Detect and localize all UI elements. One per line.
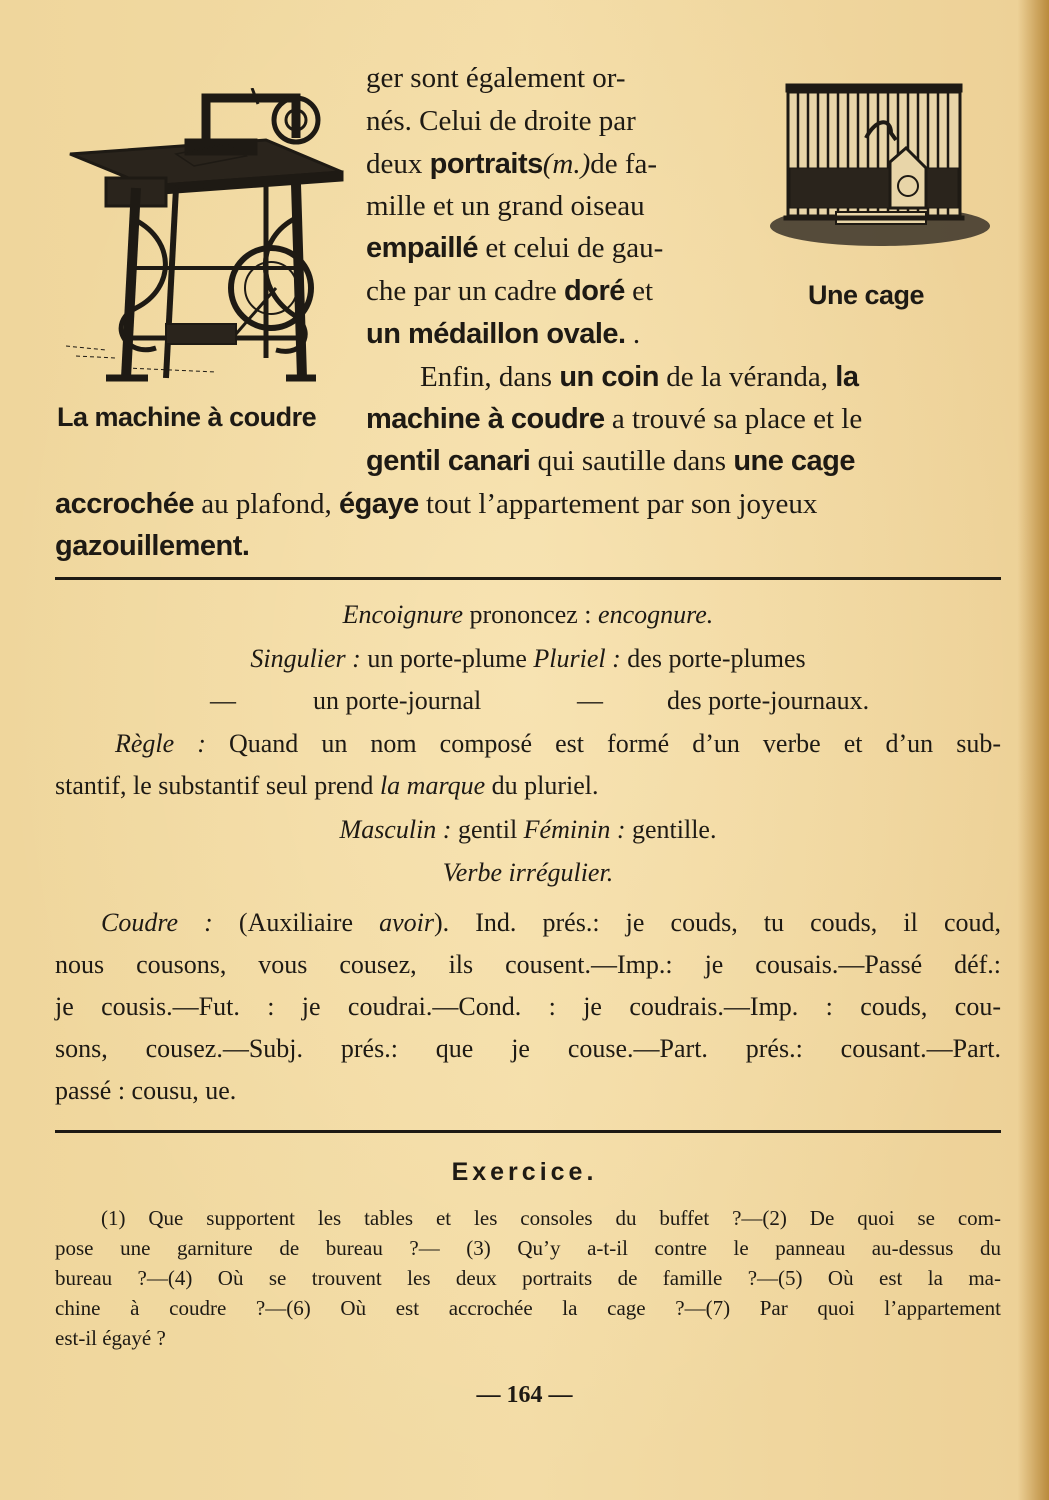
body-line: deux portraits(m.)de fa- — [366, 148, 658, 180]
body-line: un médaillon ovale. . — [366, 318, 641, 350]
body-line: Enfin, dans un coin de la véranda, la — [420, 361, 859, 393]
sewing-machine-illustration — [66, 88, 348, 390]
exercise-line: pose une garniture de bureau ?— (3) Qu’y a-t-il contre le panneau au-dessus du — [55, 1236, 1001, 1260]
page: La machine à coudre Une cage ger sont également or- nés. Celui de droite par deux portraits(m.)de fa- mille et un grand oiseau empaillé et celui de gau- che par un cadre doré et un médaillon ovale. . Enfin, dans un coin de la véranda, la machine à coudre a trouvé sa place et le gentil canari qui sautille dans une cage accrochée au plafond, égaye tout l’appartement par son joyeux gazouillement. Encoignure prononcez : encognure. Singulier : un porte-plume Pluriel : des porte-plumes — un porte-journal — des porte-journaux. Règle : Quand un nom composé est formé d’un verbe et d’un sub- stantif, le substantif seul prend la marque du pluriel. Masculin : gentil Féminin : gentille. Verbe irrégulier. Coudre : (Auxiliaire avoir). Ind. prés.: je couds, tu couds, il coud, nous cousons, vous cousez, ils cousent.—Imp.: je cousais.—Passé déf.: je cousis.—Fut. : je coudrai.—Cond. : je coudrais.—Imp. : couds, cou- sons, cousez.—Subj. prés.: que je couse.—Part. prés.: cousant.—Part. passé : cousu, ue. Exercice. (1) Que supportent les tables et les consoles du buffet ?—(2) De quoi se com- pose une garniture de bureau ?— (3) Qu’y a-t-il contre le panneau au-dessus du bureau ?—(4) Où se trouvent les deux portraits de famille ?—(5) Où est la ma- chine à coudre ?—(6) Où est accrochée la cage ?—(7) Par quoi l’appartement est-il égayé ? — 164 — — [0, 0, 1049, 1500]
page-number: — 164 — — [476, 1382, 573, 1408]
exercise-line: (1) Que supportent les tables et les consoles du buffet ?—(2) De quoi se com- — [101, 1206, 1001, 1230]
body-line: che par un cadre doré et — [366, 275, 654, 307]
body-line: accrochée au plafond, égaye tout l’appartement par son joyeux — [55, 488, 818, 520]
note-rule: Règle : Quand un nom composé est formé d’un verbe et d’un sub- — [115, 729, 1001, 758]
body-line: machine à coudre a trouvé sa place et le — [366, 403, 863, 435]
note-conjugation: passé : cousu, ue. — [55, 1076, 237, 1105]
exercise-line: chine à coudre ?—(6) Où est accrochée la cage ?—(7) Par quoi l’appartement — [55, 1296, 1001, 1320]
body-line: empaillé et celui de gau- — [366, 232, 664, 264]
exercise-line: est-il égayé ? — [55, 1326, 166, 1350]
body-line: ger sont également or- — [366, 62, 626, 94]
divider-rule — [55, 577, 1001, 580]
body-line: nés. Celui de droite par — [366, 105, 636, 137]
note-conjugation: nous cousons, vous cousez, ils cousent.—Imp.: je cousais.—Passé déf.: — [55, 950, 1001, 979]
note-conjugation: Coudre : (Auxiliaire avoir). Ind. prés.: je couds, tu couds, il coud, — [101, 908, 1001, 937]
note-rule-cont: stantif, le substantif seul prend la marque du pluriel. — [55, 771, 599, 800]
note-gender: Masculin : gentil Féminin : gentille. — [339, 815, 717, 844]
note-pronunciation: Encoignure prononcez : encognure. — [342, 600, 714, 629]
note-conjugation: je cousis.—Fut. : je coudrai.—Cond. : je coudrais.—Imp. : couds, cou- — [55, 992, 1001, 1021]
divider-rule — [55, 1130, 1001, 1133]
bird-cage-illustration — [766, 78, 994, 256]
exercise-line: bureau ?—(4) Où se trouvent les deux portraits de famille ?—(5) Où est la ma- — [55, 1266, 1001, 1290]
body-line: gentil canari qui sautille dans une cage — [366, 445, 856, 477]
body-line: gazouillement. — [55, 530, 250, 562]
left-figure-caption: La machine à coudre — [57, 402, 317, 432]
body-line: mille et un grand oiseau — [366, 190, 645, 222]
exercise-title: Exercice. — [451, 1158, 598, 1186]
note-singular-plural: Singulier : un porte-plume Pluriel : des porte-plumes — [250, 644, 806, 673]
right-figure-caption: Une cage — [808, 280, 925, 310]
note-conjugation: sons, cousez.—Subj. prés.: que je couse.—Part. prés.: cousant.—Part. — [55, 1034, 1001, 1063]
note-irregular-verb-heading: Verbe irrégulier. — [442, 858, 614, 887]
